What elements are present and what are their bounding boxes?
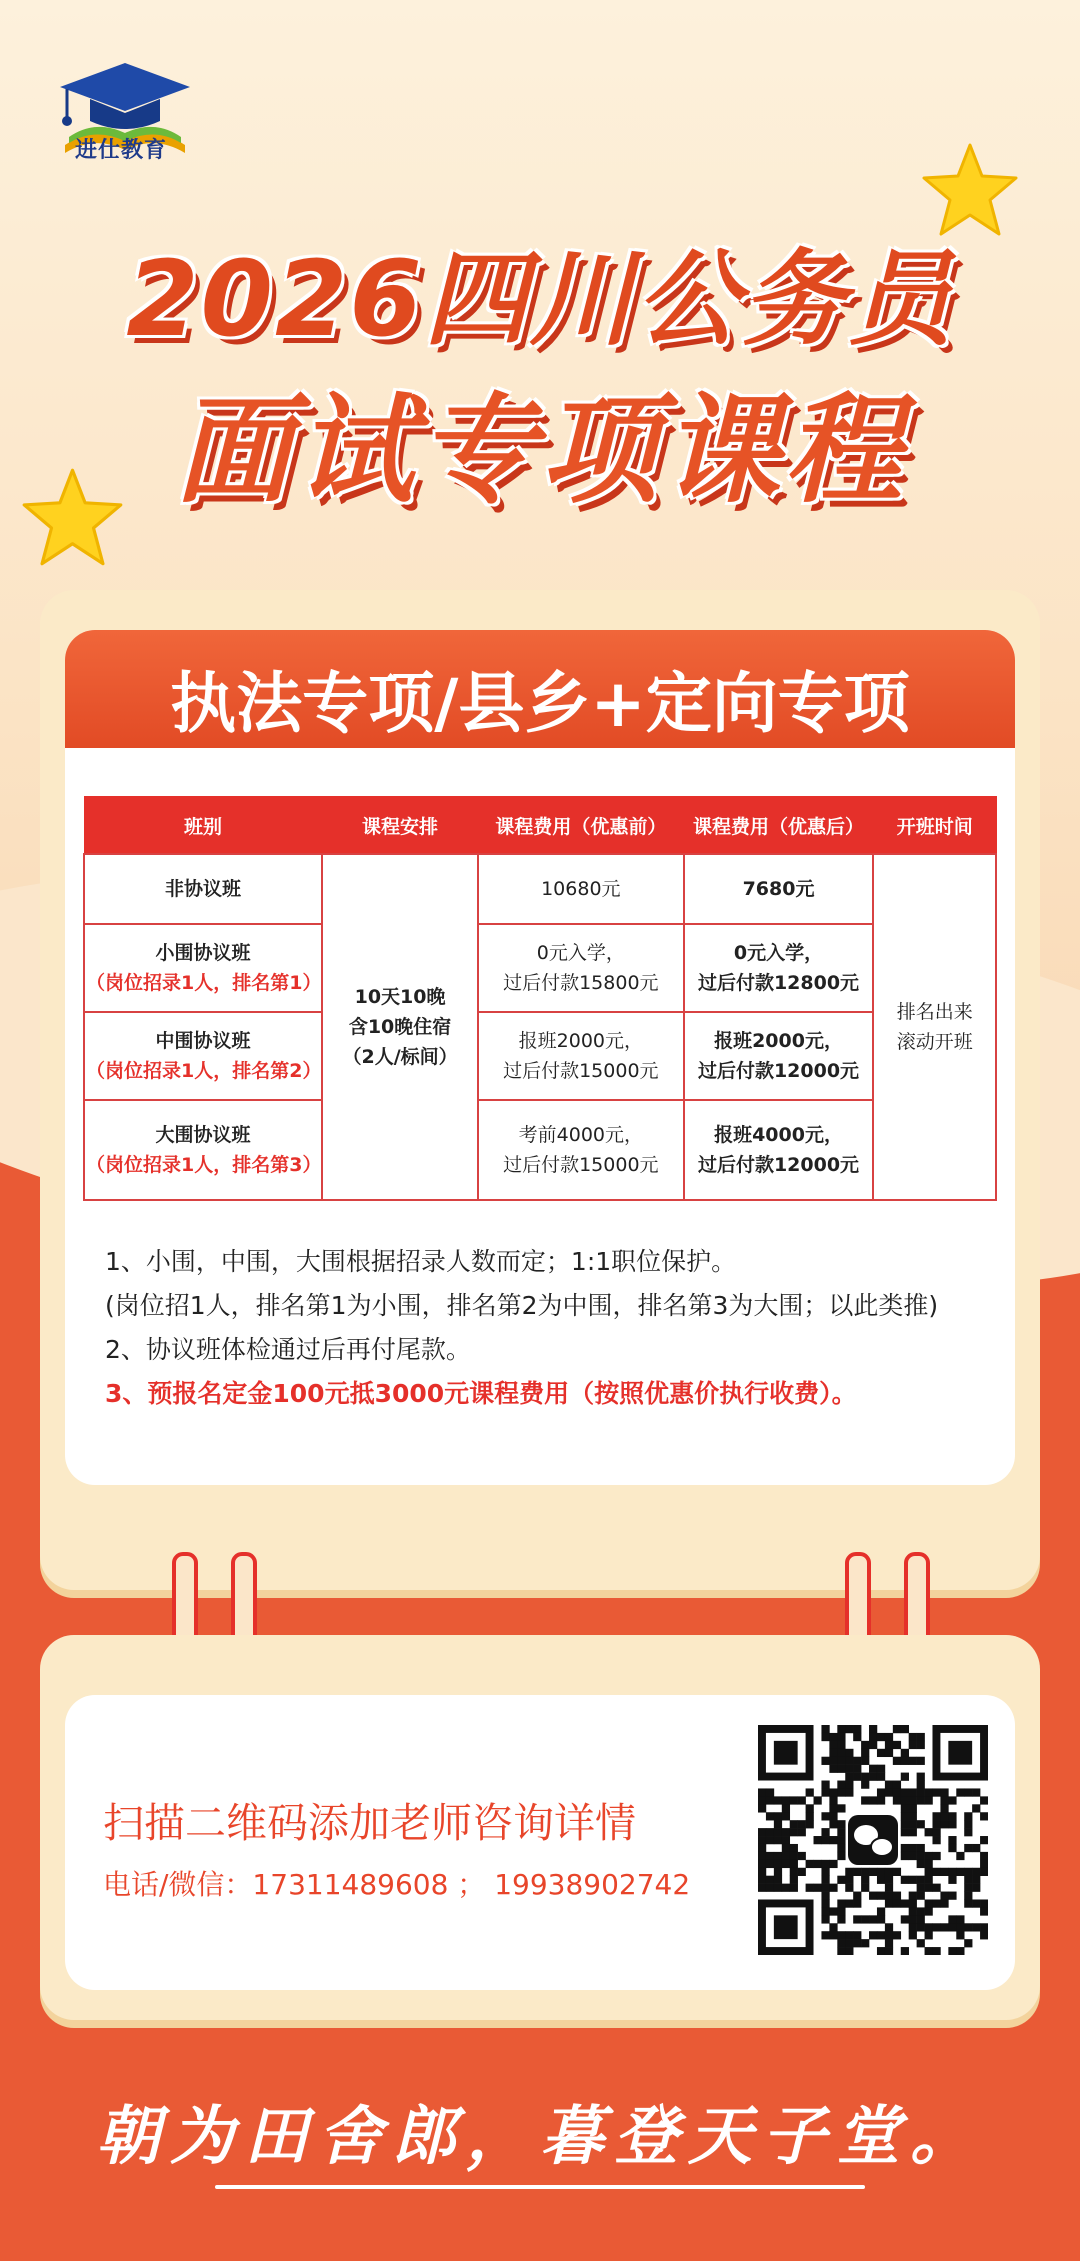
fee-before: 10680元 (541, 878, 621, 900)
schedule-cell (322, 854, 478, 1200)
fee-before: 0元入学， (536, 942, 625, 964)
class-name: 大围协议班 (155, 1124, 251, 1146)
fee-before-cell (478, 1012, 683, 1100)
fee-after: 过后付款12800元 (697, 972, 860, 994)
course-card-title: 执法专项/县乡+定向专项 (170, 665, 910, 742)
fee-after: 7680元 (742, 878, 815, 900)
fee-before-cell (478, 854, 683, 924)
fee-before-cell (478, 924, 683, 1012)
class-name-cell (84, 854, 322, 924)
qr-code[interactable] (758, 1725, 988, 1955)
schedule-line: 含10晚住宿 (348, 1016, 452, 1038)
qr-finder-pattern (774, 1915, 798, 1939)
column-header: 班别 (84, 797, 322, 855)
fee-before: 报班2000元， (518, 1030, 643, 1052)
note-item: (岗位招1人，排名第1为小围，排名第2为中围，排名第3为大围；以此类推) (105, 1291, 939, 1320)
scan-qr-text: 扫描二维码添加老师咨询详情 (103, 1799, 636, 1847)
class-name: 小围协议班 (155, 942, 251, 964)
class-note: （岗位招录1人，排名第2） (86, 1060, 322, 1082)
fee-before: 过后付款15000元 (503, 1060, 659, 1082)
schedule-line: （2人/标间） (342, 1046, 458, 1068)
note-item: 1、小围，中围，大围根据招录人数而定；1:1职位保护。 (105, 1247, 737, 1276)
start-time-line: 滚动开班 (896, 1031, 973, 1053)
class-note: （岗位招录1人，排名第3） (86, 1154, 322, 1176)
fee-after: 报班2000元， (714, 1030, 843, 1052)
fee-after-cell (684, 1100, 874, 1200)
fee-before: 过后付款15800元 (503, 972, 659, 994)
class-name: 非协议班 (165, 878, 242, 900)
table-header-row (84, 797, 996, 855)
logo-text: 进仕教育 (75, 138, 168, 163)
fee-after-cell (684, 1012, 874, 1100)
fee-after: 报班4000元， (714, 1124, 843, 1146)
class-name-cell (84, 924, 322, 1012)
fee-before: 考前4000元， (518, 1124, 643, 1146)
schedule-line: 10天10晚 (354, 986, 446, 1008)
class-note: （岗位招录1人，排名第1） (86, 972, 322, 994)
note-item-highlight: 3、预报名定金100元抵3000元课程费用（按照优惠价执行收费）。 (105, 1379, 857, 1408)
table-row (84, 854, 996, 924)
slogan-underline (215, 2185, 865, 2189)
note-item: 2、协议班体检通过后再付尾款。 (105, 1335, 471, 1364)
wechat-icon (848, 1815, 898, 1865)
start-time-cell (873, 854, 996, 1200)
contact-card (65, 1695, 1015, 1990)
table-row (84, 924, 996, 1012)
fee-after-cell (684, 924, 874, 1012)
phone-wechat-text: 电话/微信：17311489608 ； 19938902742 (103, 1868, 691, 1901)
column-header: 开班时间 (873, 797, 996, 855)
table-row (84, 1100, 996, 1200)
notes-list (105, 1240, 985, 1416)
column-header: 课程费用（优惠前） (478, 797, 683, 855)
column-header: 课程费用（优惠后） (684, 797, 874, 855)
class-name-cell (84, 1012, 322, 1100)
course-card-header (65, 630, 1015, 748)
start-time-line: 排名出来 (896, 1001, 973, 1023)
fee-before: 过后付款15000元 (503, 1154, 659, 1176)
slogan: 朝为田舍郎，暮登天子堂。 (96, 2099, 984, 2174)
table-row (84, 1012, 996, 1100)
fee-after: 0元入学， (733, 942, 824, 964)
page-title-line1: 2026四川公务员 (126, 238, 954, 360)
qr-finder-pattern (948, 1741, 972, 1765)
column-header: 课程安排 (322, 797, 478, 855)
fee-after: 过后付款12000元 (697, 1154, 860, 1176)
qr-finder-pattern (774, 1741, 798, 1765)
class-name-cell (84, 1100, 322, 1200)
fee-after: 过后付款12000元 (697, 1060, 860, 1082)
fee-after-cell (684, 854, 874, 924)
class-name: 中围协议班 (155, 1030, 251, 1052)
fee-table (83, 796, 997, 1201)
page-title-line2: 面试专项课程 (173, 381, 906, 519)
fee-before-cell (478, 1100, 683, 1200)
course-card (65, 630, 1015, 1485)
